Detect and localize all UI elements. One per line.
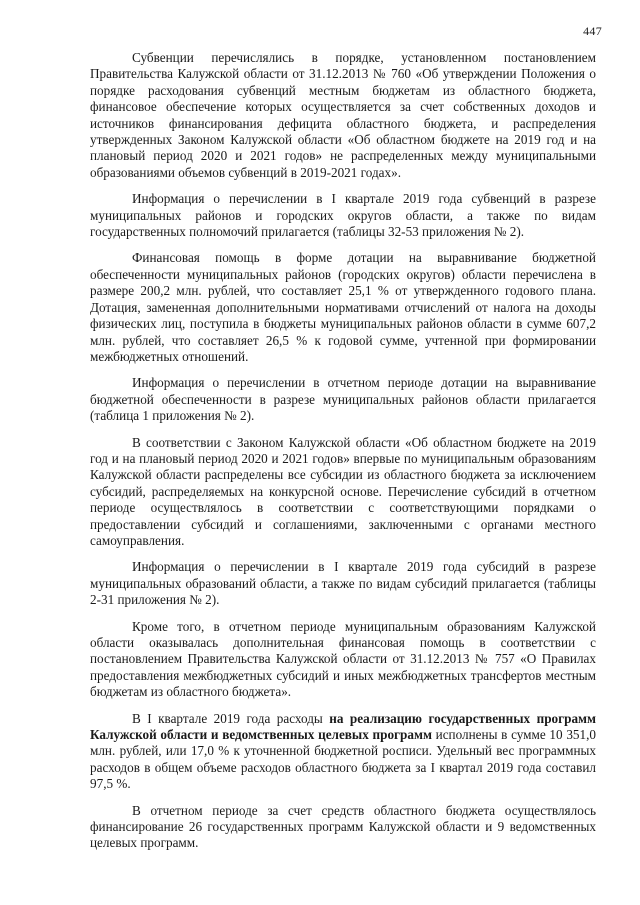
paragraph-additional-aid: Кроме того, в отчетном периоде муниципальным образованиям Калужской области оказывалась дополнительная финансовая помощь в соответствии с постановлением Правительства Калужской области от 31.12.2013 № 757 «О Правилах предоставления межбюджетных субсидий и иных межбюджетных трансфертов местным бюджетам из областного бюджета». [90,618,596,700]
paragraph-programs-expenses [90,711,596,793]
programs-expenses-emphasis: на реализацию государственных программ Калужской области и ведомственных целевых программ [90,710,596,743]
paragraph-law-subsidies: В соответствии с Законом Калужской области «Об областном бюджете на 2019 год и на плановый период 2020 и 2021 годов» впервые по муниципальным образованиям Калужской области распределены все субсидии из областного бюджета за исключением субсидий, распределяемых на конкурсной основе. Перечисление субсидий в отчетном периоде осуществлялось в соответствии с соответствующими порядками о предоставлении субсидий и соглашениями, заключенными с органами местного самоуправления. [90,434,596,548]
document-body [90,50,596,862]
paragraph-subventions-info: Информация о перечислении в I квартале 2019 года субвенций в разрезе муниципальных районов и городских округов области, а также по видам государственных полномочий прилагается (таблицы 32-53 приложения № 2). [90,191,596,240]
paragraph-subventions-procedure: Субвенции перечислялись в порядке, установленном постановлением Правительства Калужской области от 31.12.2013 № 760 «Об утверждении Положения о порядке расходования субвенций местным бюджетам из областного бюджета, финансовое обеспечение которых осуществляется за счет собственных доходов и источников финансирования дефицита областного бюджета, и распределения утвержденных Законом Калужской области «Об областном бюджете на 2019 год и на плановый период 2020 и 2021 годов» не распределенных между муниципальными образованиями объемов субвенций в 2019-2021 годах». [90,50,596,180]
programs-expenses-lead: В I квартале 2019 года расходы [132,710,330,726]
paragraph-dotation-info: Информация о перечислении в отчетном периоде дотации на выравнивание бюджетной обеспеченности в разрезе муниципальных районов области прилагается (таблица 1 приложения № 2). [90,375,596,424]
page-number: 447 [583,24,602,38]
programs-expenses-tail: исполнены в сумме 10 351,0 млн. рублей, или 17,0 % к уточненной бюджетной росписи. Удельный вес программных расходов в общем объеме расходов областного бюджета за I квартал 2019 года составил 97,5 %. [90,727,596,792]
paragraph-programs-count: В отчетном периоде за счет средств областного бюджета осуществлялось финансирование 26 государственных программ Калужской области и 9 ведомственных целевых программ. [90,802,596,851]
paragraph-financial-aid: Финансовая помощь в форме дотации на выравнивание бюджетной обеспеченности муниципальных районов (городских округов) области перечислена в размере 200,2 млн. рублей, что составляет 25,1 % от утвержденного годового плана. Дотация, замененная дополнительными нормативами отчислений от налога на доходы физических лиц, поступила в бюджеты муниципальных районов области в сумме 607,2 млн. рублей, что составляет 26,5 % к годовой сумме, учтенной при формировании межбюджетных отношений. [90,250,596,364]
paragraph-subsidies-info: Информация о перечислении в I квартале 2019 года субсидий в разрезе муниципальных образований области, а также по видам субсидий прилагается (таблицы 2-31 приложения № 2). [90,559,596,608]
